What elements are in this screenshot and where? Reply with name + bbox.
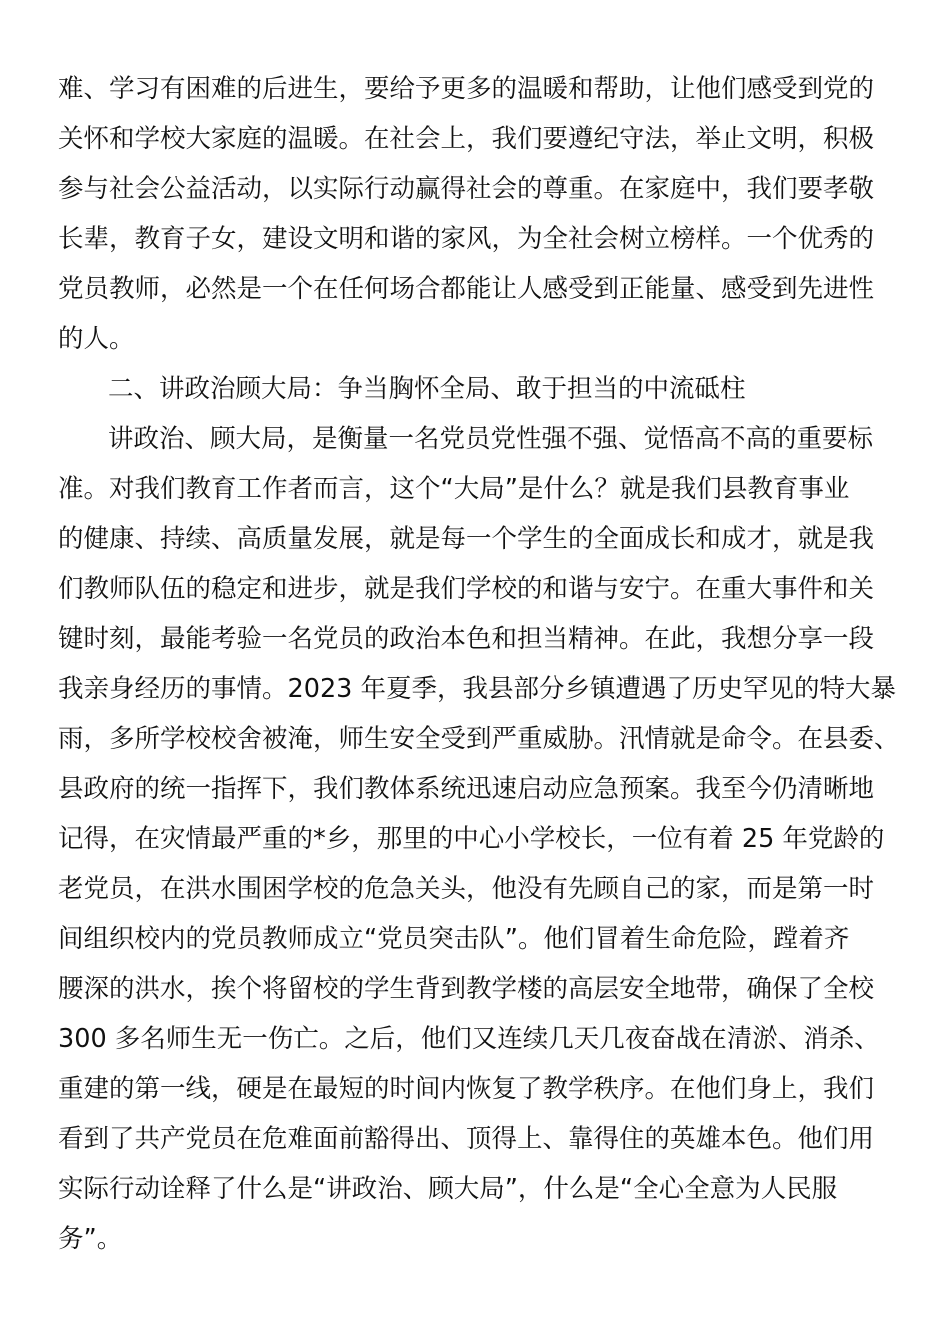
paragraph-line: 的人。 [58, 324, 135, 354]
paragraph-line: 腰深的洪水，挨个将留校的学生背到教学楼的高层安全地带，确保了全校 [58, 974, 875, 1004]
paragraph-line: 党员教师，必然是一个在任何场合都能让人感受到正能量、感受到先进性 [58, 274, 875, 304]
paragraph-line: 长辈，教育子女，建设文明和谐的家风，为全社会树立榜样。一个优秀的 [58, 224, 875, 254]
paragraph-line: 难、学习有困难的后进生，要给予更多的温暖和帮助，让他们感受到党的 [58, 74, 875, 104]
paragraph-line: 记得，在灾情最严重的*乡，那里的中心小学校长，一位有着 25 年党龄的 [58, 824, 885, 854]
paragraph-line: 重建的第一线，硬是在最短的时间内恢复了教学秩序。在他们身上，我们 [58, 1074, 875, 1104]
paragraph-line: 关怀和学校大家庭的温暖。在社会上，我们要遵纪守法，举止文明，积极 [58, 124, 875, 154]
paragraph-line: 县政府的统一指挥下，我们教体系统迅速启动应急预案。我至今仍清晰地 [58, 774, 875, 804]
paragraph-line: 们教师队伍的稳定和进步，就是我们学校的和谐与安宁。在重大事件和关 [58, 574, 875, 604]
paragraph-line: 务”。 [58, 1224, 123, 1254]
section-heading: 二、讲政治顾大局：争当胸怀全局、敢于担当的中流砥柱 [108, 374, 746, 404]
paragraph-line: 看到了共产党员在危难面前豁得出、顶得上、靠得住的英雄本色。他们用 [58, 1124, 875, 1154]
paragraph-first-line: 讲政治、顾大局，是衡量一名党员党性强不强、觉悟高不高的重要标 [108, 424, 874, 454]
paragraph-line: 300 多名师生无一伤亡。之后，他们又连续几天几夜奋战在清淤、消杀、 [58, 1024, 880, 1054]
paragraph-line: 我亲身经历的事情。2023 年夏季，我县部分乡镇遭遇了历史罕见的特大暴 [58, 674, 897, 704]
paragraph-line: 参与社会公益活动，以实际行动赢得社会的尊重。在家庭中，我们要孝敬 [58, 174, 875, 204]
paragraph-line: 老党员，在洪水围困学校的危急关头，他没有先顾自己的家，而是第一时 [58, 874, 875, 904]
paragraph-line: 雨，多所学校校舍被淹，师生安全受到严重威胁。汛情就是命令。在县委、 [58, 724, 900, 754]
paragraph-line: 间组织校内的党员教师成立“党员突击队”。他们冒着生命危险，蹚着齐 [58, 924, 850, 954]
paragraph-line: 准。对我们教育工作者而言，这个“大局”是什么？就是我们县教育事业 [58, 474, 850, 504]
paragraph-line: 的健康、持续、高质量发展，就是每一个学生的全面成长和成才，就是我 [58, 524, 875, 554]
paragraph-line: 键时刻，最能考验一名党员的政治本色和担当精神。在此，我想分享一段 [58, 624, 875, 654]
paragraph-line: 实际行动诠释了什么是“讲政治、顾大局”，什么是“全心全意为人民服 [58, 1174, 838, 1204]
